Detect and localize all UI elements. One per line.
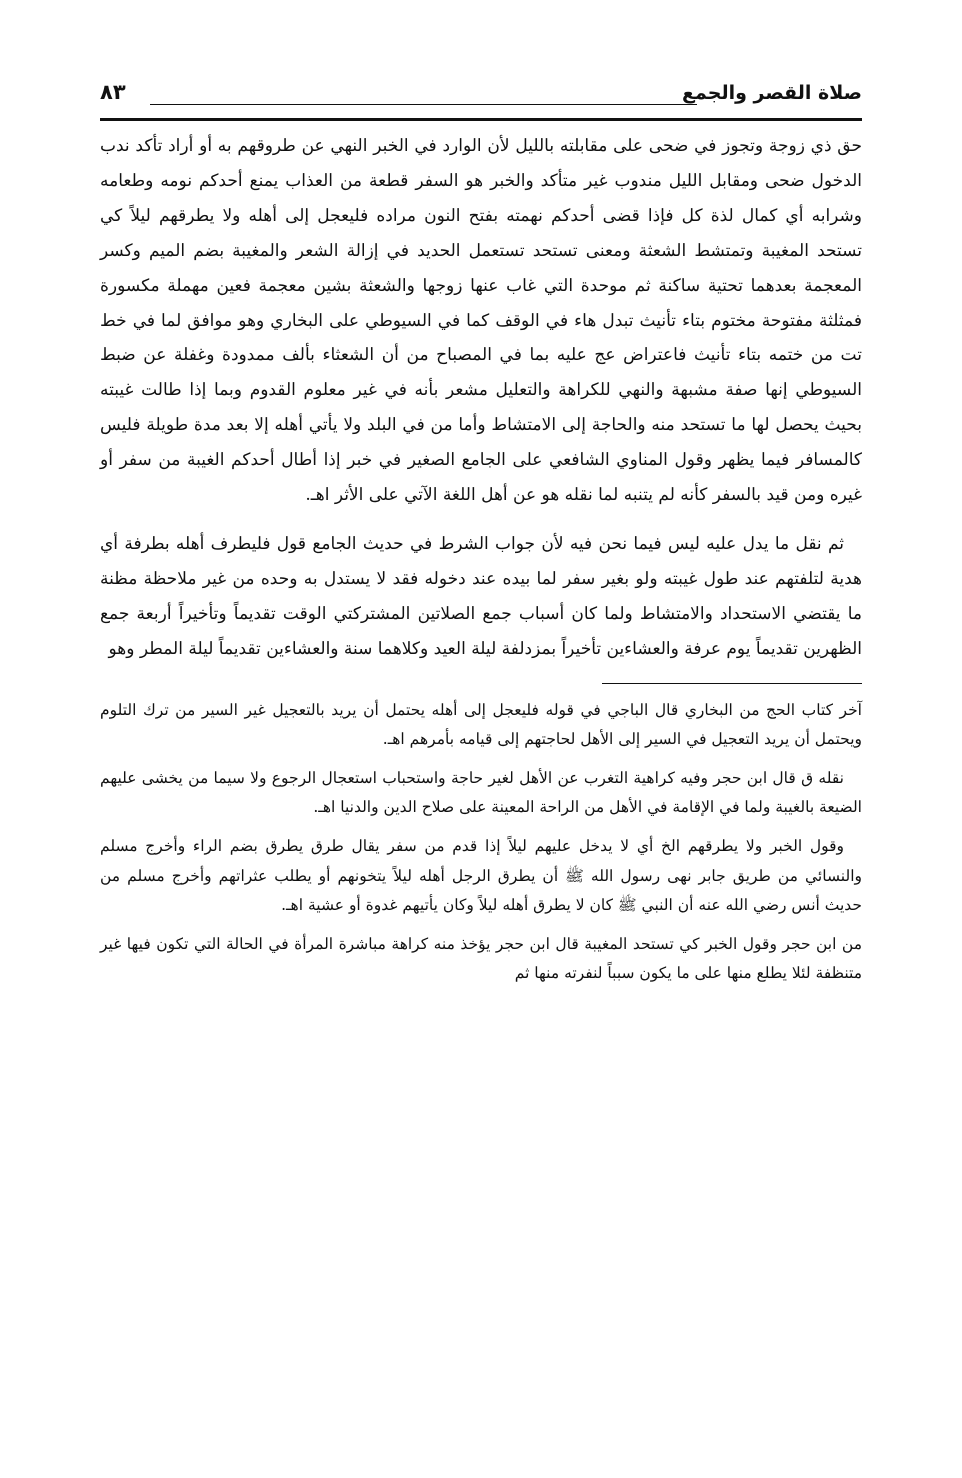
header-leader-line xyxy=(150,104,697,105)
footnote-paragraph: وقول الخبر ولا يطرقهم الخ أي لا يدخل عليهم ليلاً إذا قدم من سفر يقال طرق يطرق بضم الراء وأخرج مسلم والنسائي من طريق جابر نهى رسول الله ﷺ أن يطرق الرجل أهله ليلاً يتخونهم أو يطلب عثراتهم وأخرج مسلم من حديث أنس رضي الله عنه أن النبي ﷺ كان لا يطرق أهله ليلاً وكان يأتيهم غدوة أو عشية اهـ. xyxy=(100,836,862,915)
body-paragraph: حق ذي زوجة وتجوز في ضحى على مقابلته بالليل لأن الوارد في الخبر النهي عن طروقهم به أو أراد تأكد ندب الدخول ضحى ومقابل الليل مندوب غير متأكد والخبر هو السفر قطعة من العذاب يمنع أحدكم نومه وطعامه وشرابه أي كمال لذة كل فإذا قضى أحدكم نهمته بفتح النون مراده فليعجل إلى أهله ولا يطرقهم ليلاً كي تستحد المغيبة وتمتشط الشعثة ومعنى تستحد تستعمل الحديد في إزالة الشعر والمغيبة بضم الميم وكسر المعجمة بعدهما تحتية ساكنة ثم موحدة التي غاب عنها زوجها والشعثة بشين معجمة فعين مهملة مكسورة فمثلثة مفتوحة مختوم بتاء تأنيث تبدل هاء في الوقف كما في السيوطي على البخاري وهو موافق لما في خط تت من ختمه بتاء تأنيث فاعتراض عج عليه بما في المصباح من أن الشعثاء بألف ممدودة وغفلة عن ضبط السيوطي إنها صفة مشبهة والنهي للكراهة والتعليل مشعر بأنه في غير معلوم القدوم وبما إذا طالت غيبته بحيث يحصل لها ما تستحد منه والحاجة إلى الامتشاط وأما من في البلد ولا يأتي أهله إلا بعد مدة طويلة فليس كالمسافر فيما يظهر وقول المناوي الشافعي على الجامع الصغير في خبر إذا أطال أحدكم الغيبة من سفر أو غيره ومن قيد بالسفر كأنه لم يتنبه لما نقله هو عن أهل اللغة الآتي على الأثر اهـ. xyxy=(100,136,862,506)
main-text xyxy=(100,129,862,667)
header-rule xyxy=(100,118,862,121)
footnote-separator xyxy=(602,683,862,684)
running-header xyxy=(100,78,862,118)
footnote-paragraph: آخر كتاب الحج من البخاري قال الباجي في قوله فليعجل إلى أهله يحتمل أن يريد بالتعجيل غير السير من ترك التلوم ويحتمل أن يريد التعجيل في السير إلى الأهل لحاجتهم إلى قيامه بأمرهم اهـ. xyxy=(100,700,862,749)
footnote-paragraph: من ابن حجر وقول الخبر كي تستحد المغيبة قال ابن حجر يؤخذ منه كراهة مباشرة المرأة في الحالة التي تكون فيها غير متنظفة لئلا يطلع منها على ما يكون سبباً لنفرته منها ثم xyxy=(100,934,862,983)
book-page xyxy=(100,78,862,989)
footnote-paragraph: نقله ق قال ابن حجر وفيه كراهية التغرب عن الأهل لغير حاجة واستحباب استعجال الرجوع ولا سيما من يخشى عليهم الضيعة بالغيبة ولما في الإقامة في الأهل من الراحة المعينة على صلاح الدين والدنيا اهـ. xyxy=(100,768,862,817)
body-paragraph: ثم نقل ما يدل عليه ليس فيما نحن فيه لأن جواب الشرط في حديث الجامع قول فليطرف أهله بطرفة أي هدية لتلفتهم عند طول غيبته ولو بغير سفر لما بيده عند دخوله فقد لا يستدل به وحده من غير ملاحظة مظنة ما يقتضي الاستحداد والامتشاط ولما كان أسباب جمع الصلاتين المشتركتي الوقت تقديماً وتأخيراً أربعة جمع الظهرين تقديماً يوم عرفة والعشاءين تأخيراً بمزدلفة ليلة العيد وكلاهما سنة والعشاءين تقديماً ليلة المطر وهو xyxy=(100,533,862,659)
footnotes xyxy=(100,696,862,989)
page-number: ٨٣ xyxy=(100,80,126,104)
chapter-title: صلاة القصر والجمع xyxy=(682,82,862,104)
